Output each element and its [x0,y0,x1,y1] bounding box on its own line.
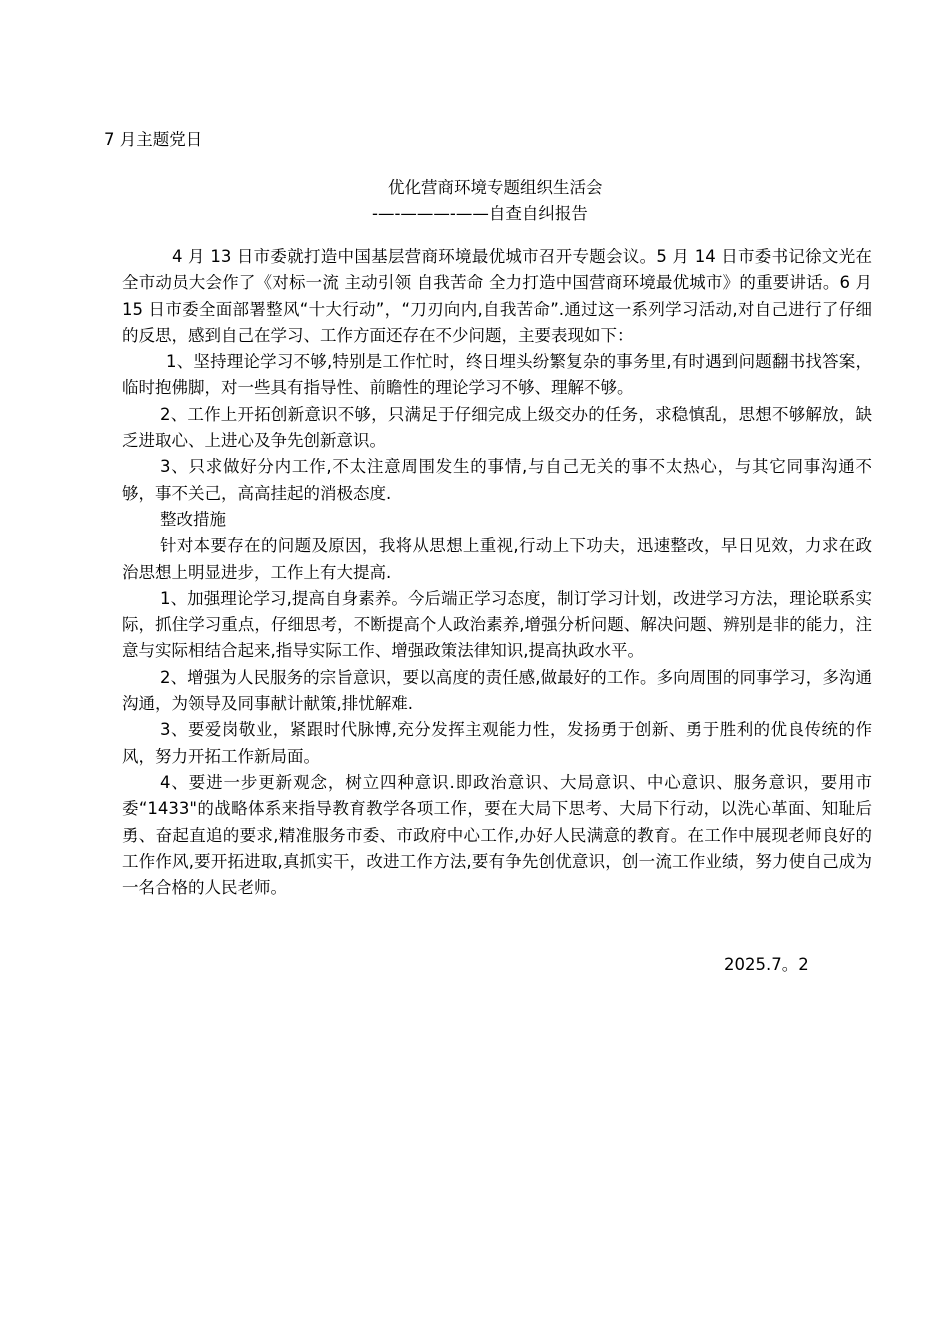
measure-item-2: 2、增强为人民服务的宗旨意识，要以高度的责任感,做最好的工作。多向周围的同事学习，多沟通沟通，为领导及同事献计献策,排忧解难. [122,667,872,714]
intro-paragraph: 4 月 13 日市委就打造中国基层营商环境最优城市召开专题会议。5 月 14 日市委书记徐文光在全市动员大会作了《对标一流 主动引领 自我苦命 全力打造中国营商环境最优城市》的重要讲话。6 月 15 日市委全面部署整风“十大行动”，“刀刃向内,自我苦命”.通过这一系列学习活动,对自己进行了仔细的反思，感到自己在学习、工作方面还存在不少问题，主要表现如下： [122,247,872,345]
section-heading-measures: 整改措施 [160,509,226,529]
measure-item-1: 1、加强理论学习,提高自身素养。今后端正学习态度，制订学习计划，改进学习方法，理论联系实际，抓住学习重点，仔细思考，不断提高个人政治素养,增强分析问题、解决问题、辨别是非的能力，注意与实际相结合起来,指导实际工作、增强政策法律知识,提高执政水平。 [122,588,872,661]
document-title: 优化营商环境专题组织生活会 [388,178,603,197]
document-subtitle: -—-———-——自查自纠报告 [372,204,588,223]
problem-item-3: 3、只求做好分内工作,不太注意周围发生的事情,与自己无关的事不太热心，与其它同事沟通不够，事不关己，高高挂起的消极态度. [122,457,872,503]
measures-intro-paragraph: 针对本要存在的问题及原因，我将从思想上重视,行动上下功夫，迅速整改，早日见效，力求在政治思想上明显进步，工作上有大提高. [122,536,872,582]
document-body [122,244,872,901]
header-note: 7 月主题党日 [104,130,203,149]
problem-item-1: 1、坚持理论学习不够,特别是工作忙时，终日埋头纷繁复杂的事务里,有时遇到问题翻书找答案，临时抱佛脚，对一些具有指导性、前瞻性的理论学习不够、理解不够。 [122,352,872,398]
document-date: 2025.7。2 [724,955,809,974]
measure-item-4: 4、要进一步更新观念，树立四种意识.即政治意识、大局意识、中心意识、服务意识，要用市委“1433"的战略体系来指导教育教学各项工作，要在大局下思考、大局下行动，以洗心革面、知耻后勇、奋起直追的要求,精准服务市委、市政府中心工作,办好人民满意的教育。在工作中展现老师良好的工作作风,要开拓进取,真抓实干，改进工作方法,要有争先创优意识，创一流工作业绩，努力使自己成为一名合格的人民老师。 [122,772,872,898]
problem-item-2: 2、工作上开拓创新意识不够，只满足于仔细完成上级交办的任务，求稳慎乱，思想不够解放，缺乏进取心、上进心及争先创新意识。 [122,404,872,451]
measure-item-3: 3、要爱岗敬业，紧跟时代脉博,充分发挥主观能力性，发扬勇于创新、勇于胜利的优良传统的作风，努力开拓工作新局面。 [122,720,872,766]
